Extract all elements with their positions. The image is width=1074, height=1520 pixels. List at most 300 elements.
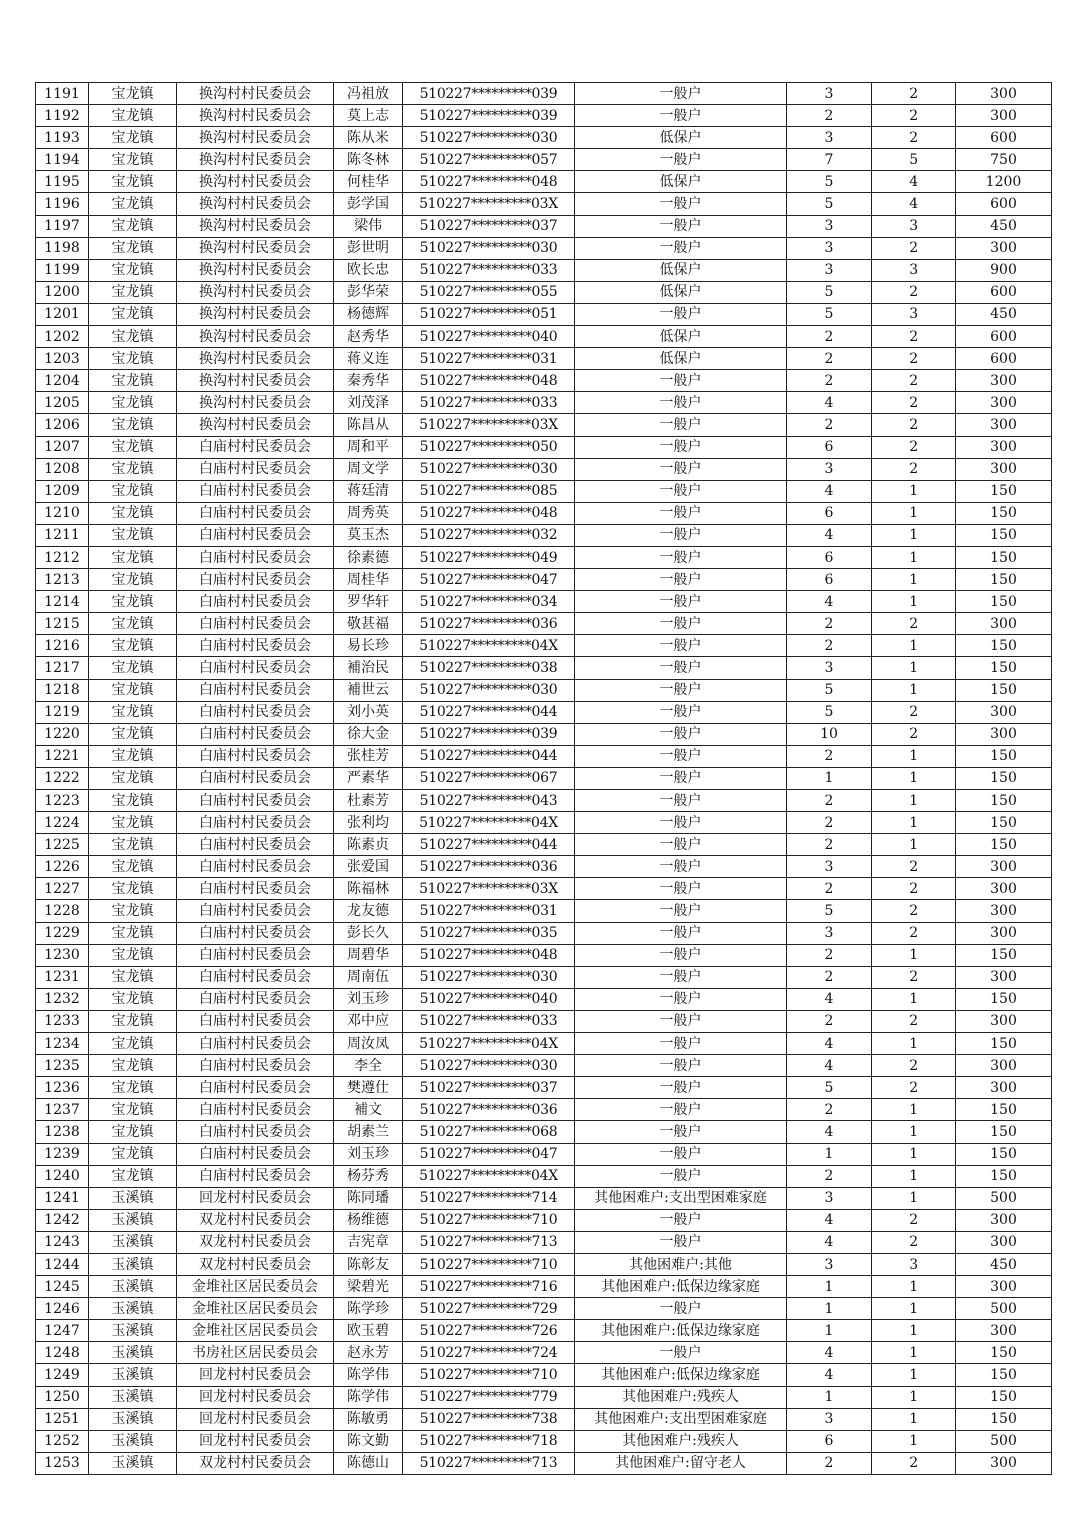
aid-count-cell: 2 [872,105,956,127]
table-row [36,392,1052,414]
household-size-cell: 3 [787,83,872,105]
household-type-cell: 低保户 [575,281,787,303]
aid-count-cell: 1 [872,1364,956,1386]
committee-cell: 换沟村村民委员会 [177,259,334,281]
table-row [36,900,1052,922]
amount-cell: 500 [956,1298,1052,1320]
household-size-cell: 10 [787,723,872,745]
id-number-cell: 510227*********718 [403,1430,575,1452]
household-type-cell: 一般户 [575,1231,787,1253]
household-type-cell: 一般户 [575,591,787,613]
town-cell: 宝龙镇 [89,171,177,193]
serial-cell: 1227 [36,878,89,900]
household-type-cell: 低保户 [575,127,787,149]
household-size-cell: 6 [787,569,872,591]
household-size-cell: 4 [787,1209,872,1231]
serial-cell: 1225 [36,834,89,856]
id-number-cell: 510227*********030 [403,679,575,701]
table-row [36,1121,1052,1143]
name-cell: 彭学国 [334,193,403,215]
committee-cell: 白庙村村民委员会 [177,1165,334,1187]
name-cell: 严素华 [334,767,403,789]
name-cell: 赵秀华 [334,326,403,348]
name-cell: 陈学伟 [334,1386,403,1408]
committee-cell: 白庙村村民委员会 [177,1143,334,1165]
aid-count-cell: 1 [872,790,956,812]
town-cell: 宝龙镇 [89,1033,177,1055]
id-number-cell: 510227*********068 [403,1121,575,1143]
household-type-cell: 一般户 [575,745,787,767]
aid-count-cell: 1 [872,1276,956,1298]
serial-cell: 1236 [36,1077,89,1099]
town-cell: 宝龙镇 [89,767,177,789]
aid-count-cell: 1 [872,1342,956,1364]
aid-count-cell: 2 [872,370,956,392]
household-size-cell: 3 [787,458,872,480]
household-type-cell: 一般户 [575,988,787,1010]
name-cell: 徐素德 [334,546,403,568]
aid-count-cell: 3 [872,1253,956,1275]
town-cell: 宝龙镇 [89,83,177,105]
name-cell: 莫上志 [334,105,403,127]
id-number-cell: 510227*********030 [403,966,575,988]
serial-cell: 1208 [36,458,89,480]
id-number-cell: 510227*********057 [403,149,575,171]
household-type-cell: 其他困难户:低保边缘家庭 [575,1276,787,1298]
town-cell: 宝龙镇 [89,723,177,745]
name-cell: 梁伟 [334,215,403,237]
serial-cell: 1206 [36,414,89,436]
amount-cell: 300 [956,105,1052,127]
town-cell: 宝龙镇 [89,966,177,988]
serial-cell: 1231 [36,966,89,988]
id-number-cell: 510227*********033 [403,259,575,281]
amount-cell: 450 [956,1253,1052,1275]
town-cell: 玉溪镇 [89,1187,177,1209]
serial-cell: 1212 [36,546,89,568]
aid-count-cell: 1 [872,591,956,613]
aid-count-cell: 2 [872,392,956,414]
household-size-cell: 6 [787,502,872,524]
household-size-cell: 3 [787,657,872,679]
name-cell: 冯祖放 [334,83,403,105]
household-type-cell: 其他困难户:残疾人 [575,1386,787,1408]
name-cell: 周和平 [334,436,403,458]
amount-cell: 150 [956,944,1052,966]
name-cell: 易长珍 [334,635,403,657]
amount-cell: 150 [956,1143,1052,1165]
name-cell: 吉宪章 [334,1231,403,1253]
household-type-cell: 一般户 [575,392,787,414]
amount-cell: 750 [956,149,1052,171]
table-row [36,281,1052,303]
name-cell: 罗华轩 [334,591,403,613]
id-number-cell: 510227*********03X [403,193,575,215]
household-size-cell: 3 [787,259,872,281]
aid-count-cell: 1 [872,1430,956,1452]
serial-cell: 1219 [36,701,89,723]
serial-cell: 1229 [36,922,89,944]
aid-count-cell: 1 [872,1099,956,1121]
amount-cell: 300 [956,436,1052,458]
amount-cell: 300 [956,458,1052,480]
id-number-cell: 510227*********067 [403,767,575,789]
id-number-cell: 510227*********031 [403,348,575,370]
table-row [36,1408,1052,1430]
household-type-cell: 一般户 [575,922,787,944]
id-number-cell: 510227*********716 [403,1276,575,1298]
household-type-cell: 一般户 [575,701,787,723]
id-number-cell: 510227*********085 [403,480,575,502]
committee-cell: 换沟村村民委员会 [177,303,334,325]
id-number-cell: 510227*********04X [403,812,575,834]
table-row [36,1010,1052,1032]
household-size-cell: 2 [787,812,872,834]
amount-cell: 300 [956,900,1052,922]
name-cell: 蒋廷清 [334,480,403,502]
amount-cell: 150 [956,834,1052,856]
serial-cell: 1224 [36,812,89,834]
household-type-cell: 一般户 [575,1010,787,1032]
id-number-cell: 510227*********032 [403,524,575,546]
aid-count-cell: 1 [872,657,956,679]
town-cell: 宝龙镇 [89,149,177,171]
aid-count-cell: 1 [872,1165,956,1187]
amount-cell: 300 [956,1209,1052,1231]
aid-count-cell: 2 [872,83,956,105]
committee-cell: 双龙村村民委员会 [177,1452,334,1474]
amount-cell: 150 [956,635,1052,657]
household-type-cell: 低保户 [575,171,787,193]
amount-cell: 150 [956,1033,1052,1055]
committee-cell: 白庙村村民委员会 [177,591,334,613]
name-cell: 彭长久 [334,922,403,944]
id-number-cell: 510227*********048 [403,171,575,193]
amount-cell: 150 [956,1386,1052,1408]
household-type-cell: 低保户 [575,348,787,370]
name-cell: 陈昌从 [334,414,403,436]
table-row [36,1143,1052,1165]
town-cell: 宝龙镇 [89,105,177,127]
household-type-cell: 一般户 [575,237,787,259]
amount-cell: 150 [956,1165,1052,1187]
table-row [36,613,1052,635]
name-cell: 補文 [334,1099,403,1121]
amount-cell: 300 [956,1010,1052,1032]
serial-cell: 1253 [36,1452,89,1474]
household-size-cell: 4 [787,1055,872,1077]
aid-count-cell: 5 [872,149,956,171]
name-cell: 陈学珍 [334,1298,403,1320]
aid-count-cell: 1 [872,944,956,966]
name-cell: 杨维德 [334,1209,403,1231]
household-size-cell: 4 [787,988,872,1010]
household-type-cell: 一般户 [575,657,787,679]
town-cell: 宝龙镇 [89,524,177,546]
aid-count-cell: 1 [872,546,956,568]
table-row [36,635,1052,657]
id-number-cell: 510227*********04X [403,1165,575,1187]
amount-cell: 500 [956,1430,1052,1452]
committee-cell: 白庙村村民委员会 [177,966,334,988]
id-number-cell: 510227*********714 [403,1187,575,1209]
town-cell: 玉溪镇 [89,1364,177,1386]
id-number-cell: 510227*********034 [403,591,575,613]
table-row [36,856,1052,878]
name-cell: 彭华荣 [334,281,403,303]
name-cell: 周文学 [334,458,403,480]
household-type-cell: 其他困难户:低保边缘家庭 [575,1320,787,1342]
name-cell: 徐大金 [334,723,403,745]
name-cell: 杨德辉 [334,303,403,325]
id-number-cell: 510227*********040 [403,326,575,348]
town-cell: 宝龙镇 [89,1010,177,1032]
name-cell: 张桂芳 [334,745,403,767]
id-number-cell: 510227*********713 [403,1452,575,1474]
table-row [36,303,1052,325]
serial-cell: 1239 [36,1143,89,1165]
id-number-cell: 510227*********040 [403,988,575,1010]
household-type-cell: 一般户 [575,1165,787,1187]
table-row [36,326,1052,348]
name-cell: 胡素兰 [334,1121,403,1143]
name-cell: 周汝凤 [334,1033,403,1055]
name-cell: 補治民 [334,657,403,679]
id-number-cell: 510227*********036 [403,856,575,878]
name-cell: 李全 [334,1055,403,1077]
household-type-cell: 一般户 [575,105,787,127]
household-type-cell: 其他困难户:其他 [575,1253,787,1275]
serial-cell: 1196 [36,193,89,215]
table-row [36,1298,1052,1320]
serial-cell: 1202 [36,326,89,348]
id-number-cell: 510227*********03X [403,414,575,436]
table-row [36,348,1052,370]
name-cell: 秦秀华 [334,370,403,392]
household-type-cell: 一般户 [575,193,787,215]
town-cell: 宝龙镇 [89,878,177,900]
committee-cell: 白庙村村民委员会 [177,502,334,524]
serial-cell: 1216 [36,635,89,657]
id-number-cell: 510227*********738 [403,1408,575,1430]
town-cell: 宝龙镇 [89,392,177,414]
household-size-cell: 7 [787,149,872,171]
aid-count-cell: 2 [872,723,956,745]
amount-cell: 300 [956,1231,1052,1253]
committee-cell: 白庙村村民委员会 [177,613,334,635]
serial-cell: 1214 [36,591,89,613]
household-size-cell: 3 [787,215,872,237]
serial-cell: 1207 [36,436,89,458]
household-size-cell: 5 [787,701,872,723]
household-size-cell: 2 [787,1099,872,1121]
serial-cell: 1240 [36,1165,89,1187]
aid-count-cell: 2 [872,1452,956,1474]
amount-cell: 900 [956,259,1052,281]
household-size-cell: 5 [787,303,872,325]
town-cell: 玉溪镇 [89,1253,177,1275]
committee-cell: 回龙村村民委员会 [177,1386,334,1408]
id-number-cell: 510227*********044 [403,745,575,767]
household-size-cell: 4 [787,1033,872,1055]
household-size-cell: 2 [787,745,872,767]
amount-cell: 300 [956,1320,1052,1342]
household-type-cell: 一般户 [575,1121,787,1143]
aid-count-cell: 2 [872,878,956,900]
committee-cell: 白庙村村民委员会 [177,944,334,966]
name-cell: 欧长忠 [334,259,403,281]
table-row [36,966,1052,988]
id-number-cell: 510227*********030 [403,127,575,149]
town-cell: 宝龙镇 [89,812,177,834]
amount-cell: 300 [956,83,1052,105]
serial-cell: 1220 [36,723,89,745]
committee-cell: 换沟村村民委员会 [177,414,334,436]
serial-cell: 1248 [36,1342,89,1364]
committee-cell: 换沟村村民委员会 [177,127,334,149]
committee-cell: 白庙村村民委员会 [177,436,334,458]
household-type-cell: 一般户 [575,524,787,546]
committee-cell: 白庙村村民委员会 [177,635,334,657]
amount-cell: 300 [956,1276,1052,1298]
household-size-cell: 2 [787,834,872,856]
id-number-cell: 510227*********030 [403,237,575,259]
household-size-cell: 1 [787,1386,872,1408]
table-row [36,988,1052,1010]
household-size-cell: 5 [787,171,872,193]
amount-cell: 1200 [956,171,1052,193]
table-row [36,922,1052,944]
table-row [36,834,1052,856]
id-number-cell: 510227*********048 [403,502,575,524]
town-cell: 宝龙镇 [89,856,177,878]
town-cell: 宝龙镇 [89,458,177,480]
id-number-cell: 510227*********035 [403,922,575,944]
committee-cell: 白庙村村民委员会 [177,1077,334,1099]
amount-cell: 600 [956,326,1052,348]
household-type-cell: 一般户 [575,613,787,635]
town-cell: 宝龙镇 [89,635,177,657]
town-cell: 宝龙镇 [89,834,177,856]
amount-cell: 150 [956,1099,1052,1121]
table-row [36,458,1052,480]
aid-count-cell: 3 [872,259,956,281]
name-cell: 樊遵仕 [334,1077,403,1099]
household-type-cell: 一般户 [575,900,787,922]
serial-cell: 1230 [36,944,89,966]
household-size-cell: 4 [787,480,872,502]
committee-cell: 白庙村村民委员会 [177,878,334,900]
committee-cell: 回龙村村民委员会 [177,1187,334,1209]
id-number-cell: 510227*********033 [403,392,575,414]
amount-cell: 150 [956,524,1052,546]
aid-count-cell: 2 [872,613,956,635]
amount-cell: 300 [956,414,1052,436]
aid-count-cell: 2 [872,414,956,436]
town-cell: 宝龙镇 [89,657,177,679]
committee-cell: 白庙村村民委员会 [177,1033,334,1055]
table-row [36,215,1052,237]
aid-count-cell: 1 [872,679,956,701]
town-cell: 宝龙镇 [89,1099,177,1121]
amount-cell: 150 [956,790,1052,812]
table-row [36,878,1052,900]
serial-cell: 1199 [36,259,89,281]
household-type-cell: 一般户 [575,966,787,988]
name-cell: 陈德山 [334,1452,403,1474]
household-type-cell: 一般户 [575,1055,787,1077]
serial-cell: 1211 [36,524,89,546]
household-type-cell: 低保户 [575,259,787,281]
town-cell: 玉溪镇 [89,1320,177,1342]
town-cell: 宝龙镇 [89,790,177,812]
committee-cell: 换沟村村民委员会 [177,215,334,237]
table-row [36,1452,1052,1474]
amount-cell: 150 [956,812,1052,834]
name-cell: 陈冬林 [334,149,403,171]
household-size-cell: 2 [787,105,872,127]
amount-cell: 150 [956,1342,1052,1364]
table-row [36,171,1052,193]
serial-cell: 1222 [36,767,89,789]
amount-cell: 150 [956,591,1052,613]
aid-count-cell: 2 [872,326,956,348]
id-number-cell: 510227*********044 [403,701,575,723]
serial-cell: 1195 [36,171,89,193]
name-cell: 陈敏勇 [334,1408,403,1430]
town-cell: 宝龙镇 [89,546,177,568]
name-cell: 蒋义连 [334,348,403,370]
household-size-cell: 2 [787,326,872,348]
id-number-cell: 510227*********710 [403,1209,575,1231]
amount-cell: 600 [956,281,1052,303]
id-number-cell: 510227*********037 [403,215,575,237]
name-cell: 陈福林 [334,878,403,900]
aid-count-cell: 2 [872,922,956,944]
town-cell: 玉溪镇 [89,1430,177,1452]
name-cell: 陈素贞 [334,834,403,856]
aid-count-cell: 2 [872,237,956,259]
aid-count-cell: 4 [872,193,956,215]
committee-cell: 白庙村村民委员会 [177,856,334,878]
household-size-cell: 4 [787,1342,872,1364]
aid-count-cell: 3 [872,215,956,237]
committee-cell: 金堆社区居民委员会 [177,1320,334,1342]
town-cell: 宝龙镇 [89,480,177,502]
committee-cell: 白庙村村民委员会 [177,657,334,679]
town-cell: 玉溪镇 [89,1209,177,1231]
household-size-cell: 5 [787,193,872,215]
town-cell: 宝龙镇 [89,1143,177,1165]
town-cell: 宝龙镇 [89,348,177,370]
town-cell: 宝龙镇 [89,922,177,944]
amount-cell: 300 [956,1452,1052,1474]
name-cell: 敬甚福 [334,613,403,635]
committee-cell: 回龙村村民委员会 [177,1430,334,1452]
committee-cell: 换沟村村民委员会 [177,281,334,303]
amount-cell: 150 [956,679,1052,701]
town-cell: 宝龙镇 [89,613,177,635]
committee-cell: 金堆社区居民委员会 [177,1276,334,1298]
serial-cell: 1191 [36,83,89,105]
table-row [36,370,1052,392]
household-type-cell: 一般户 [575,303,787,325]
town-cell: 玉溪镇 [89,1452,177,1474]
table-row [36,1165,1052,1187]
aid-count-cell: 4 [872,171,956,193]
serial-cell: 1228 [36,900,89,922]
table-row [36,767,1052,789]
